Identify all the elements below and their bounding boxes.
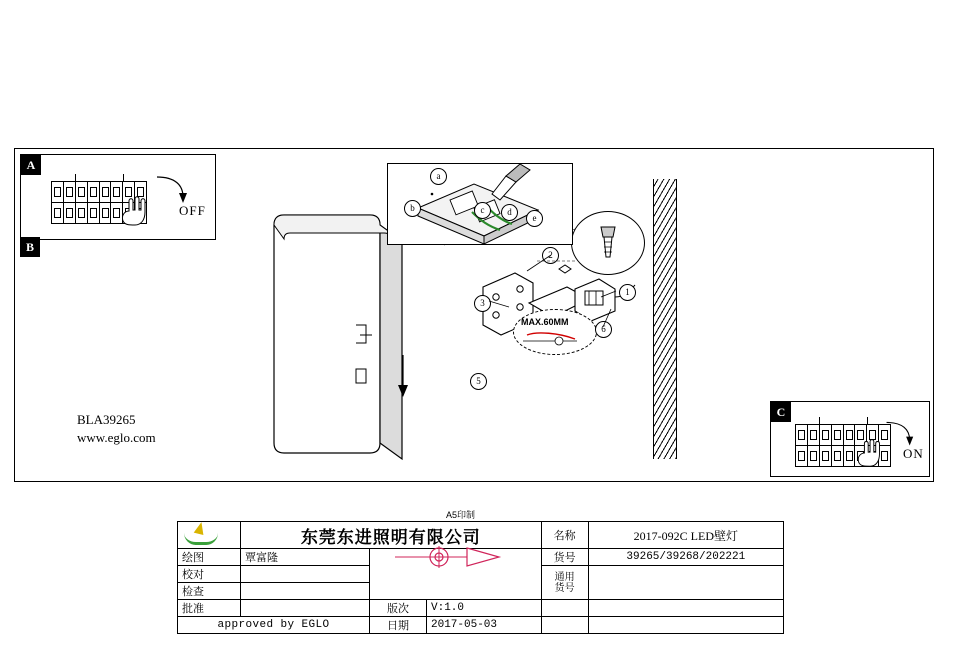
max-depth-label: MAX.60MM xyxy=(521,317,569,327)
generic-code-label-line2: 货号 xyxy=(554,582,575,594)
terminal-detail-panel xyxy=(387,163,573,245)
approval-stamp-cell xyxy=(370,549,542,600)
code-value: 39265/39268/202221 xyxy=(588,549,783,566)
table-row xyxy=(178,600,784,617)
product-name: 2017-092C LED壁灯 xyxy=(588,522,783,549)
callout-2: 2 xyxy=(542,247,559,264)
detail-callout-e: e xyxy=(526,210,543,227)
table-row xyxy=(178,549,784,566)
spacer-cell-3 xyxy=(541,617,588,634)
row-label-check2: 检查 xyxy=(178,583,241,600)
detail-callout-d: d xyxy=(501,204,518,221)
approved-by: approved by EGLO xyxy=(178,617,370,634)
brand-code: BLA39265 xyxy=(77,412,136,427)
illustration-frame xyxy=(14,148,934,482)
hand-icon xyxy=(855,438,883,468)
company-name: 东莞东进照明有限公司 xyxy=(241,522,542,549)
detail-callout-b: b xyxy=(404,200,421,217)
version-value: V:1.0 xyxy=(427,600,542,617)
detail-callout-c: c xyxy=(474,202,491,219)
brand-url: www.eglo.com xyxy=(77,430,156,445)
date-label: 日期 xyxy=(370,617,427,634)
inset-b-label: B xyxy=(20,237,40,257)
callout-6: 6 xyxy=(595,321,612,338)
spacer-cell-4 xyxy=(588,617,783,634)
row-label-draw: 绘图 xyxy=(178,549,241,566)
table-row xyxy=(178,617,784,634)
inset-c-label: C xyxy=(771,402,791,422)
generic-code-label-line1: 通用 xyxy=(554,571,575,583)
brand-block xyxy=(77,411,156,447)
row-label-check1: 校对 xyxy=(178,566,241,583)
name-label: 名称 xyxy=(541,522,588,549)
off-label: OFF xyxy=(179,203,206,218)
generic-code-label xyxy=(541,566,588,600)
stamp-icon xyxy=(395,542,515,575)
eglo-logo-text: EGLO xyxy=(194,541,208,546)
eglo-logo-cell xyxy=(178,522,241,549)
callout-1: 1 xyxy=(619,284,636,301)
row-value-check1 xyxy=(241,566,370,583)
print-note: A5印制 xyxy=(446,510,476,520)
row-value-approve xyxy=(241,600,370,617)
row-label-approve: 批准 xyxy=(178,600,241,617)
inset-panel-c xyxy=(770,401,930,477)
spacer-cell-2 xyxy=(588,600,783,617)
callout-5: 5 xyxy=(470,373,487,390)
wall-hatch xyxy=(653,179,677,459)
code-label: 货号 xyxy=(541,549,588,566)
inset-a-label: A xyxy=(21,155,41,175)
callout-3: 3 xyxy=(474,295,491,312)
eglo-logo-icon xyxy=(182,522,220,548)
date-value: 2017-05-03 xyxy=(427,617,542,634)
generic-code-value xyxy=(588,566,783,600)
detail-callout-a: a xyxy=(430,168,447,185)
on-label: ON xyxy=(903,446,924,461)
spacer-cell-1 xyxy=(541,600,588,617)
row-value-draw: 覃富隆 xyxy=(241,549,370,566)
title-block-table xyxy=(177,521,784,634)
version-label: 版次 xyxy=(370,600,427,617)
row-value-check2 xyxy=(241,583,370,600)
